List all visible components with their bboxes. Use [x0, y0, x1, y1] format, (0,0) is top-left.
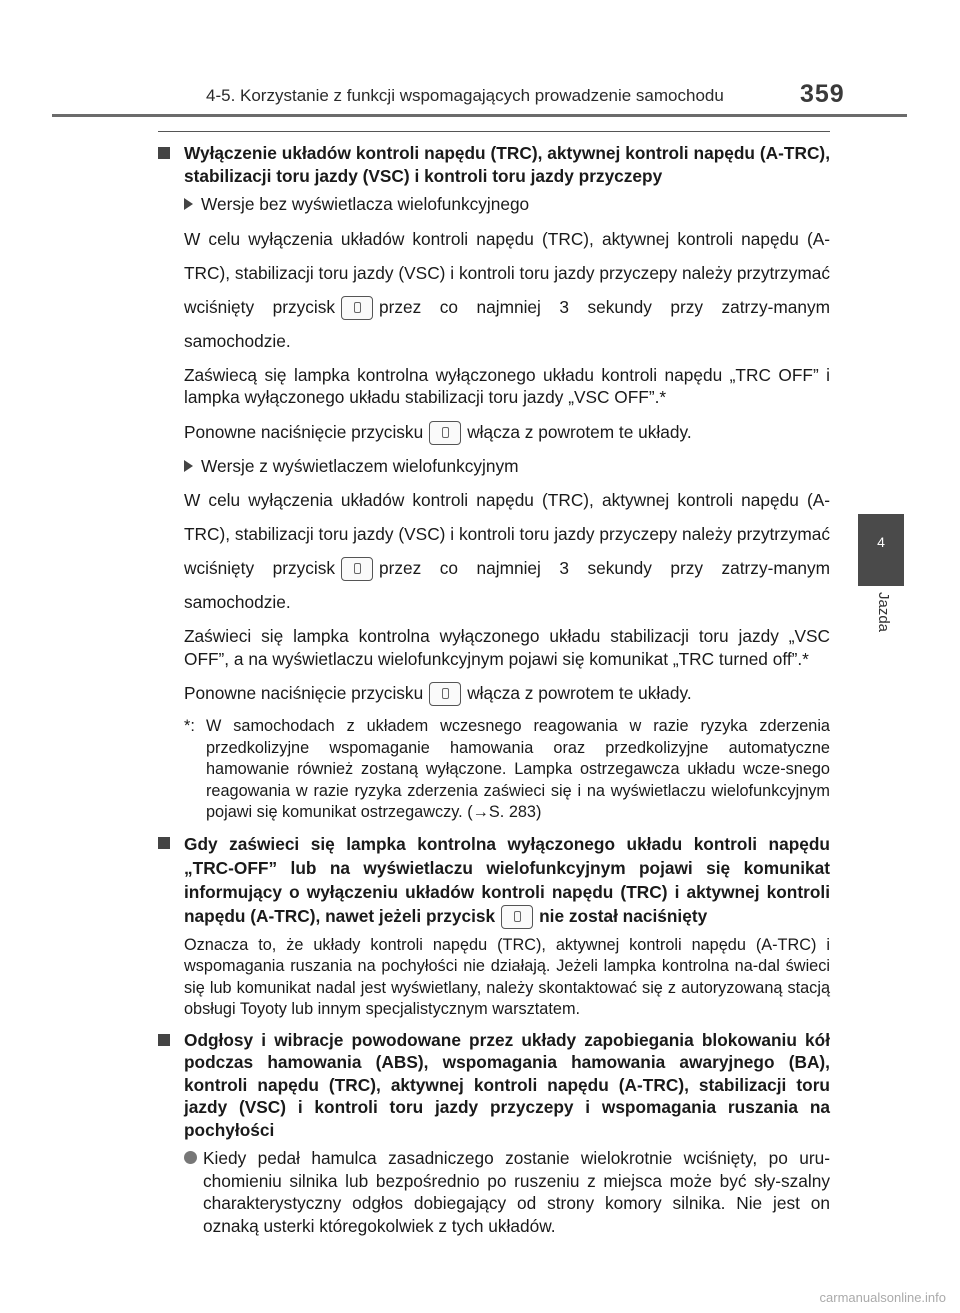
chapter-tab: [858, 514, 904, 586]
paragraph: [184, 415, 830, 449]
vsc-off-button-icon: [429, 682, 461, 706]
triangle-bullet-icon: [184, 198, 193, 210]
square-bullet-icon: [158, 837, 170, 849]
section-heading: [158, 1029, 830, 1142]
paragraph: Zaświecą się lampka kontrolna wyłączonego układu kontroli napędu „TRC OFF” i lampka wyłączonego układu stabilizacji toru jazdy „VSC OFF”.*: [184, 364, 830, 407]
heading-text: Odgłosy i wibracje powodowane przez układy zapobiegania blokowaniu kół podczas hamowania (ABS), wspomagania hamowania awaryjnego (BA), kontroli napędu (TRC), aktywnej kontroli napędu (A-TRC), stabilizacji toru jazdy (VSC) i kontroli toru jazdy przyczepy i wspomagania ruszania na pochyłości: [184, 1029, 830, 1140]
paragraph: [184, 483, 830, 619]
square-bullet-icon: [158, 147, 170, 159]
subsection-title: [184, 193, 830, 216]
paragraph-text: włącza z powrotem te układy.: [467, 683, 692, 703]
section-heading: [158, 142, 830, 187]
list-item-text: Kiedy pedał hamulca zasadniczego zostanie wielokrotnie wciśnięty, po uru-chomieniu silnika lub bezpośrednio po ruszeniu z miejsca może być sły-szalny charakterystyczny odgłos dobiegający od strony komory silnika. Nie jest on oznaką usterki któregokolwiek z tych układów.: [203, 1148, 830, 1236]
chapter-number: 4: [877, 534, 885, 550]
subsection-title-text: Wersje z wyświetlaczem wielofunkcyjnym: [201, 455, 519, 476]
vsc-off-button-icon: [429, 421, 461, 445]
chapter-label: Jazda: [875, 592, 892, 633]
page-number: 359: [800, 80, 845, 108]
heading-text-part: nie został naciśnięty: [539, 905, 708, 926]
paragraph-text: przez co najmniej 3 sekundy przy zatrzy-manym samochodzie.: [184, 558, 830, 612]
subsection-title-text: Wersje bez wyświetlacza wielofunkcyjnego: [201, 194, 530, 214]
footnote-text: W samochodach z układem wczesnego reagowania w razie ryzyka zderzenia przedkolizyjne wspomaganie hamowania oraz przedkolizyjne automatyczne hamowanie również zostaną wyłączone. Lampka ostrzegawcza układu wcze-snego reagowania w razie ryzyka zderzenia zaświeci się i na wyświetlaczu wielofunkcyjnym pojawi się komunikat ostrzegawczy. (→S. 283): [206, 717, 830, 821]
subsection-title: [184, 455, 830, 478]
content-rule: [158, 131, 830, 132]
paragraph-text: przez co najmniej 3 sekundy przy zatrzy-manym samochodzie.: [184, 296, 830, 351]
paragraph: [184, 222, 830, 358]
footnote: [184, 716, 830, 824]
vsc-off-button-icon: [341, 557, 373, 581]
subsection-no-display: [158, 193, 830, 824]
paragraph: [184, 676, 830, 710]
section-heading: [158, 832, 830, 929]
chapter-label-box: [858, 592, 904, 652]
heading-text: [184, 832, 830, 929]
header-rule: [52, 114, 907, 117]
page-header: [0, 0, 960, 120]
watermark: carmanualsonline.info: [819, 1290, 946, 1305]
page-content: [158, 140, 830, 1237]
section-body: [158, 1147, 830, 1237]
paragraph-text: Ponowne naciśnięcie przycisku: [184, 421, 424, 442]
square-bullet-icon: [158, 1034, 170, 1046]
triangle-bullet-icon: [184, 460, 193, 472]
list-item: [184, 1147, 830, 1237]
heading-text-part: Gdy zaświeci się lampka kontrolna wyłączonego układu kontroli napędu „TRC-OFF” lub na wyświetlaczu wielofunkcyjnym pojawi się komunikat informujący o wyłączeniu układów kontroli napędu (TRC) i aktywnej kontroli napędu (A-TRC), nawet jeżeli przycisk: [184, 833, 830, 926]
paragraph-text: włącza z powrotem te układy.: [467, 421, 692, 442]
paragraph: Oznacza to, że układy kontroli napędu (TRC), aktywnej kontroli napędu (A-TRC) i wspomagania ruszania na pochyłości nie działają. Jeżeli lampka kontrolna na-dal świeci się lub komunikat nadal jest wyświetlany, należy skontaktować się z autoryzowaną stacją obsługi Toyoty lub innym specjalistycznym warsztatem.: [184, 935, 830, 1019]
vsc-off-button-icon: [501, 905, 533, 929]
section-title: 4-5. Korzystanie z funkcji wspomagających prowadzenie samochodu: [206, 86, 724, 105]
vsc-off-button-icon: [341, 296, 373, 320]
heading-text: Wyłączenie układów kontroli napędu (TRC), aktywnej kontroli napędu (A-TRC), stabilizacji toru jazdy (VSC) i kontroli toru jazdy przyczepy: [184, 143, 830, 186]
paragraph: Zaświeci się lampka kontrolna wyłączonego układu stabilizacji toru jazdy „VSC OFF”, a na wyświetlaczu wielofunkcyjnym pojawi się komunikat „TRC turned off”.*: [184, 626, 830, 669]
paragraph-text: W celu wyłączenia układów kontroli napędu (TRC), aktywnej kontroli napędu (A-TRC), stabilizacji toru jazdy (VSC) i kontroli toru jazdy przyczepy należy przytrzymać wciśnięty przycisk: [184, 490, 830, 578]
paragraph-text: W celu wyłączenia układów kontroli napędu (TRC), aktywnej kontroli napędu (A-TRC), stabilizacji toru jazdy (VSC) i kontroli toru jazdy przyczepy należy przytrzymać wciśnięty przycisk: [184, 228, 830, 317]
paragraph-text: Ponowne naciśnięcie przycisku: [184, 683, 424, 703]
circle-bullet-icon: [184, 1151, 197, 1164]
section-body: [158, 935, 830, 1021]
footnote-marker: *:: [184, 717, 195, 735]
